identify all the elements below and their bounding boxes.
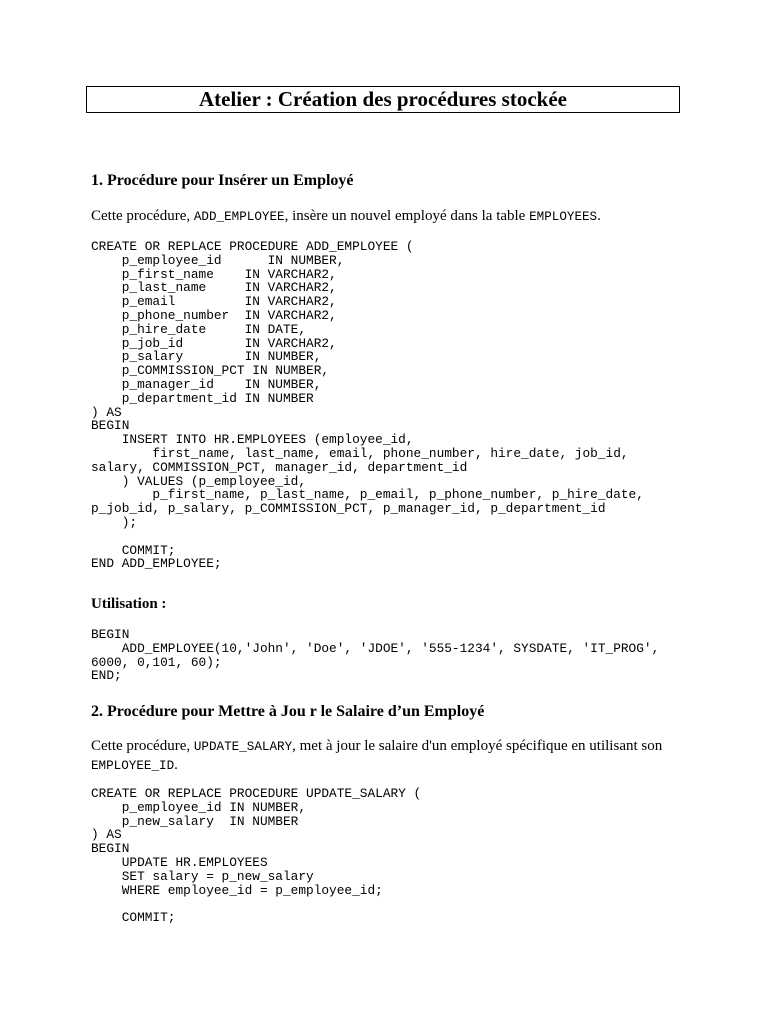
- section-2-intro-prefix: Cette procédure,: [91, 738, 194, 754]
- section-2-intro-code-procedure: UPDATE_SALARY: [193, 740, 293, 754]
- section-2-intro: [91, 737, 671, 775]
- section-2-heading: 2. Procédure pour Mettre à Jou r le Salaire d’un Employé: [91, 703, 485, 720]
- section-2-intro-suffix: .: [174, 757, 178, 773]
- section-1-intro-code-procedure: ADD_EMPLOYEE: [193, 210, 285, 224]
- usage-code-block: BEGIN ADD_EMPLOYEE(10,'John', 'Doe', 'JDOE', '555-1234', SYSDATE, 'IT_PROG', 6000, 0,101, 60); END;: [91, 627, 660, 684]
- section-1-intro-middle: , insère un nouvel employé dans la table: [284, 208, 530, 224]
- section-2-code-block: CREATE OR REPLACE PROCEDURE UPDATE_SALARY ( p_employee_id IN NUMBER, p_new_salary IN NUMBER ) AS BEGIN UPDATE HR.EMPLOYEES SET salary = p_new_salary WHERE employee_id = p_employee_id; COMMIT;: [91, 786, 422, 926]
- section-1-intro: [91, 207, 691, 226]
- usage-heading: Utilisation :: [91, 596, 167, 612]
- section-1-intro-suffix: .: [597, 208, 601, 224]
- section-1-code-block: CREATE OR REPLACE PROCEDURE ADD_EMPLOYEE ( p_employee_id IN NUMBER, p_first_name IN VARCHAR2, p_last_name IN VARCHAR2, p_email IN VARCHAR2, p_phone_number IN VARCHAR2, p_hire_date IN DATE, p_job_id IN VARCHAR2, p_salary IN NUMBER, p_COMMISSION_PCT IN NUMBER, p_manager_id IN NUMBER, p_department_id IN NUMBER ) AS BEGIN INSERT INTO HR.EMPLOYEES (employee_id, first_name, last_name, email, phone_number, hire_date, job_id, salary, COMMISSION_PCT, manager_id, department_id ) VALUES (p_employee_id, p_first_name, p_last_name, p_email, p_phone_number, p_hire_date, p_job_id, p_salary, p_COMMISSION_PCT, p_manager_id, p_department_id ); COMMIT; END ADD_EMPLOYEE;: [91, 239, 644, 572]
- section-2-intro-code-column: EMPLOYEE_ID: [91, 759, 175, 773]
- section-1-intro-prefix: Cette procédure,: [91, 208, 194, 224]
- section-1-heading: 1. Procédure pour Insérer un Employé: [91, 172, 354, 189]
- document-title-text: Atelier : Création des procédures stockée: [198, 87, 567, 111]
- document-title: [86, 86, 680, 113]
- section-1-intro-code-table: EMPLOYEES: [529, 210, 598, 224]
- section-2-intro-middle: , met à jour le salaire d'un employé spécifique en utilisant son: [292, 738, 663, 754]
